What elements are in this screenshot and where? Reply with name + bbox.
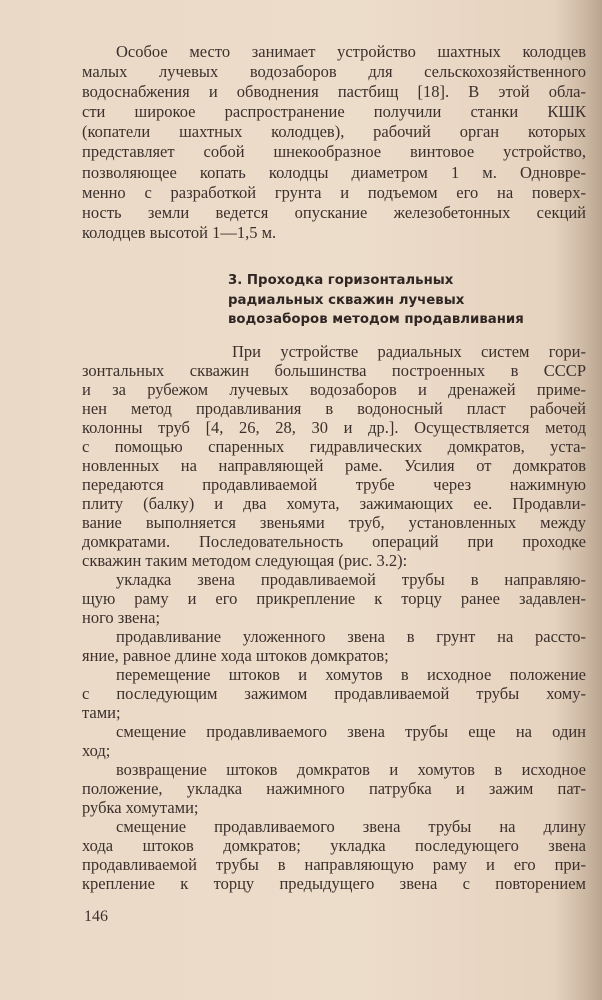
text-line: При устройстве радиальных систем гори- <box>232 342 586 361</box>
text-line: нен метод продавливания в водоносный пласт рабочей <box>82 399 586 418</box>
heading-line: водозаборов методом продавливания <box>228 312 524 327</box>
heading-line: радиальных скважин лучевых <box>228 292 465 308</box>
text-line: малых лучевых водозаборов для сельскохозяйственного <box>82 62 586 82</box>
list-item-line: щую раму и его прикрепление к торцу ранее задавлен- <box>82 589 586 608</box>
text-line: позволяющее копать колодцы диаметром 1 м. Одновре- <box>82 162 586 182</box>
text-line: зонтальных скважин большинства построенных в СССР <box>82 361 586 380</box>
text-line: менно с разработкой грунта и подъемом его на поверх- <box>82 182 586 202</box>
text-line: с помощью спаренных гидравлических домкратов, уста- <box>82 437 586 456</box>
list-item-line: хода штоков домкратов; укладка последующего звена <box>82 836 586 855</box>
section-heading <box>228 271 524 330</box>
text-line: колодцев высотой 1—1,5 м. <box>82 222 277 242</box>
list-item-line: укладка звена продавливаемой трубы в направляю- <box>116 570 586 589</box>
list-item-line: продавливаемой трубы в направляющую раму и его при- <box>82 855 586 874</box>
text-line: представляет собой шнекообразное винтовое устройство, <box>82 142 586 162</box>
heading-line: 3. Проходка горизонтальных <box>228 273 454 288</box>
text-line: колонны труб [4, 26, 28, 30 и др.]. Осуществляется метод <box>82 418 586 437</box>
list-item-line: перемещение штоков и хомутов в исходное положение <box>116 665 586 684</box>
text-line: домкратами. Последовательность операций при проходке <box>82 532 586 551</box>
list-item-line: рубка хомутами; <box>82 798 199 817</box>
page-number: 146 <box>84 908 108 925</box>
text-line: вание выполняется звеньями труб, установленных между <box>82 513 586 532</box>
text-line: и за рубежом лучевых водозаборов и дренажей приме- <box>82 380 586 399</box>
text-line: новленных на направляющей раме. Усилия от домкратов <box>82 456 586 475</box>
paragraph-intro <box>82 42 586 243</box>
text-line: водоснабжения и обводнения пастбищ [18]. В этой обла- <box>82 82 586 102</box>
list-item-line: с последующим зажимом продавливаемой трубы хому- <box>82 684 586 703</box>
text-line: Особое место занимает устройство шахтных колодцев <box>116 42 586 61</box>
text-line: скважин таким методом следующая (рис. 3.2): <box>82 551 408 570</box>
list-item-line: ного звена; <box>82 608 161 627</box>
text-line: ность земли ведется опускание железобетонных секций <box>82 202 586 222</box>
list-item-line: ход; <box>82 741 111 760</box>
text-line: сти широкое распространение получили станки КШК <box>82 102 586 122</box>
list-item-line: возвращение штоков домкратов и хомутов в исходное <box>116 760 586 779</box>
list-item-line: крепление к торцу предыдущего звена с повторением <box>82 874 586 893</box>
list-item-line: тами; <box>82 703 121 722</box>
list-item-line: положение, укладка нажимного патрубка и зажим пат- <box>82 779 586 798</box>
text-line: плиту (балку) и два хомута, зажимающих ее. Продавли- <box>82 494 586 513</box>
list-item-line: смещение продавливаемого звена трубы еще на один <box>116 722 586 741</box>
section-body <box>82 342 586 893</box>
list-item-line: продавливание уложенного звена в грунт на рассто- <box>116 627 586 646</box>
list-item-line: смещение продавливаемого звена трубы на длину <box>116 817 586 836</box>
text-line: (копатели шахтных колодцев), рабочий орган которых <box>82 122 586 142</box>
list-item-line: яние, равное длине хода штоков домкратов; <box>82 646 389 665</box>
text-line: передаются продавливаемой трубе через нажимную <box>82 475 586 494</box>
